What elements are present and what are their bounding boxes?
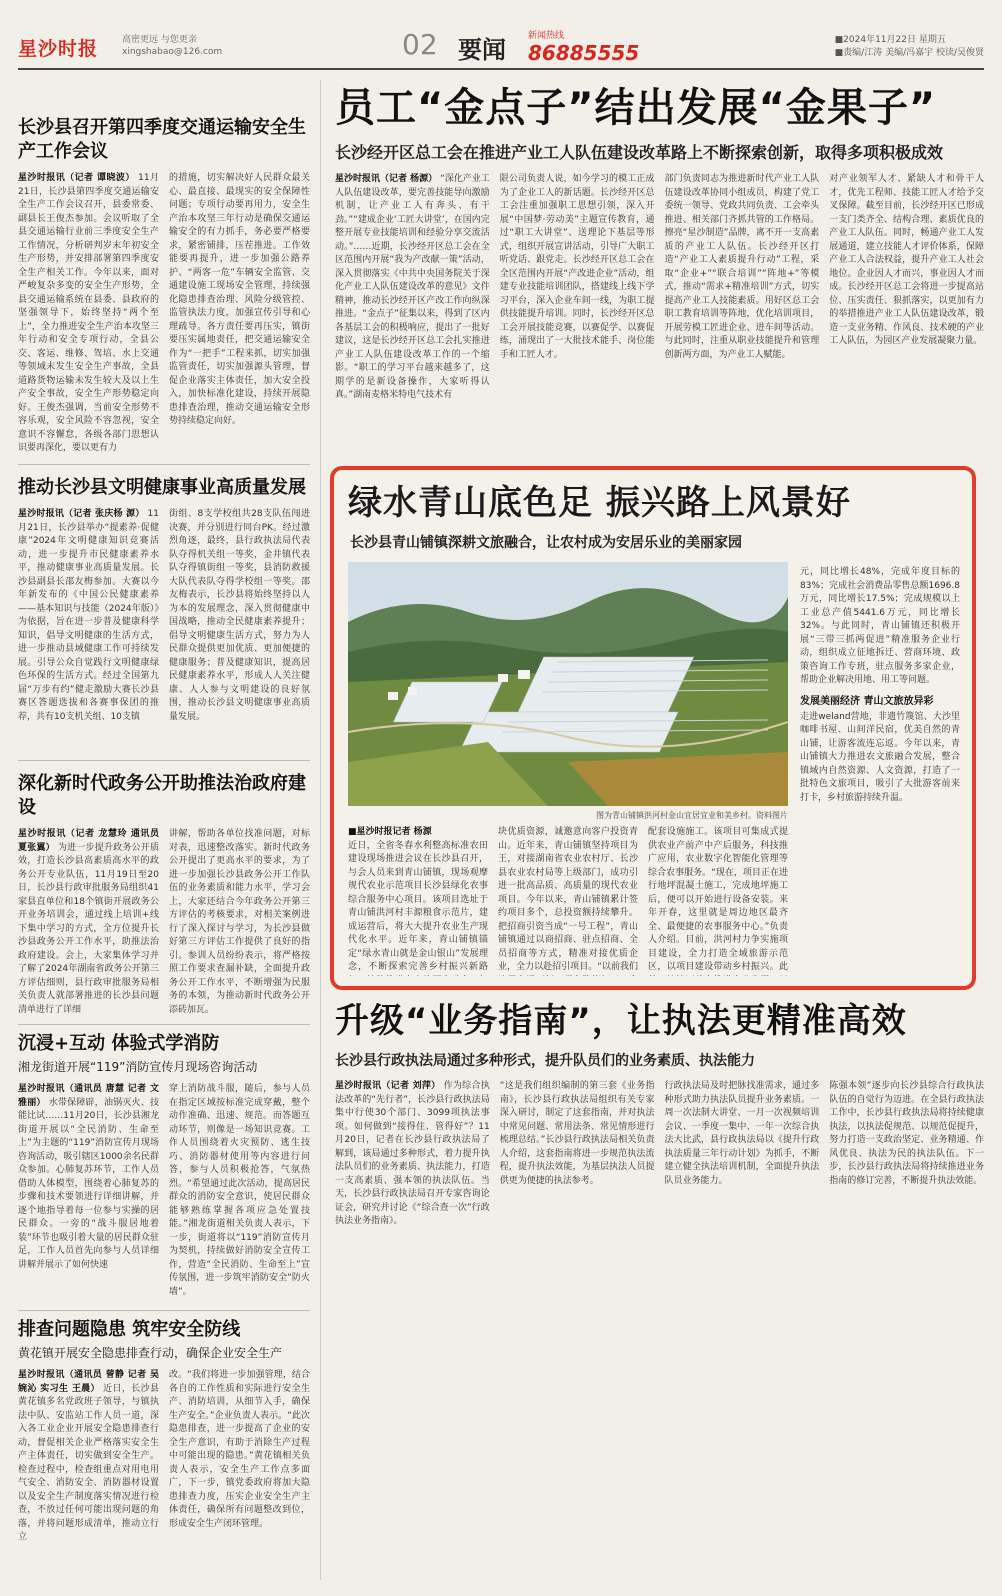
article-text: 走进weland营地，非遗竹篾馆、大沙里咖啡书屋、山间洋民宿，优美自然的青山铺，让游客流连忘返。今年以来，青山铺镇大力推进农文旅融合发展，整合镇域内自然资源、人文资源，打造了一批特色文旅项目，吸引了大批游客前来打卡，乡村旅游持续升温。 (800, 711, 960, 803)
article-text: 对产业领军人才、紧缺人才和骨干人才，优先工程师、技能工匠人才给予交叉保障。截至目前，长沙经开区已形成一支门类齐全、结构合理、素质优良的产业工人队伍。同时，畅通产业工人发展通道，建立技能人才评价体系，保障产业工人合法权益，提升产业工人社会地位。企业因人才而兴，事业因人才而成。长沙经开区总工会将进一步提高站位、压实责任、狠抓落实，以更加有力的举措推进产业工人队伍建设改革，锻造一支业务精、作风良、技术硬的产业工人队伍，为园区产业发展凝聚力量。 (829, 174, 984, 346)
article-text: 行政执法局及时把脉找准需求，通过多种形式助力执法队员提升业务素质。一周一次法制大讲堂、一月一次视频培训会议、一季度一集中、一年一次综合执法大比武，县行政执法局以《提升行政执法质量三年行动计划》为抓手，不断建立健全执法培训机制，全面提升执法队员业务能力。 (664, 1081, 820, 1186)
village-aerial-photo (348, 562, 788, 806)
article-deck: 长沙经开区总工会在推进产业工人队伍建设改革路上不断探索创新，取得多项积极成效 (335, 143, 944, 162)
editor-credits: ■责编/江涛 美编/冯嘉宇 校读/吴俊贤 (834, 48, 984, 58)
article-side-column (800, 566, 960, 805)
slogan-line: 高密更远 与您更亲 (122, 35, 197, 45)
article-column (335, 1080, 490, 1310)
article-column (169, 1369, 310, 1579)
article-text: 近日，长沙县黄花镇多名党政班子领导，与镇执法中队、安监站工作人员一道，深入各工业企业开展安全隐患排查行动，督促相关企业严格落实安全生产主体责任，切实做到安全生产。检查过程中，检查组重点对用电用气安全、消防安全、消防器材设置以及安全生产制度落实情况进行检查，不放过任何可能出现问题的角落，并将问题形成清单，推动立行立 (18, 1383, 159, 1542)
article-text: 近日，全省冬春水利整高标准农田建设现场推进会议在长沙县召开，与会人员来到青山铺镇，现场观摩规代农业示范项目长沙县绿化农事综合服务中心项目。该项目选址于青山铺洪河村丰源粮食示范片，建成运营后，将大大提升农业生产现代化水平。近年来，青山铺镇锚定“绿水青山就是金山银山”发展理念，不断探索完善乡村振兴新路 (348, 840, 488, 972)
article-text: 作为综合执法改革的“先行者”，长沙县行政执法局集中行使30个部门、3099项执法事项。如何做到“接得住、管得好”？11月20日，记者在长沙县行政执法局了解到，该局通过多种形式，着力提升执法队员们的业务素质、执法能力，打造一支高素质、强本领的执法队伍。当天，长沙县行政执法局召开专家咨询论证会，研究并讨论《“综合查一次”行政执法业务指南》。 (335, 1081, 490, 1226)
issue-date: ■2024年11月22日 星期五 (834, 35, 946, 45)
article-column (18, 172, 159, 456)
article-text: 配套设施施工。该项目可集成式提供农业产前产中产后服务，科技推广应用，农业数字化智能化管理等综合农事服务。“现在，项目正在进行地坪混凝土施工，完成地坪施工后，便可以开始进行设备安装。来年开春，这里就是周边地区最齐全、最便捷的农事服务中心。”负责人介绍。目前，洪河村力争实施项目建设，全力打造全域旅游示范区，以项目建设带动乡村振兴。此 (648, 827, 788, 972)
issue-info (835, 34, 984, 60)
article-column (665, 1080, 820, 1310)
article-headline: 员工“金点子”结出发展“金果子” (335, 85, 937, 131)
article-text: 改。“我们将进一步加强管理，结合各自的工作性质和实际进行安全生产、消防培训，从细节入手，确保生产安全。”企业负责人表示。“此次隐患排查，进一步提高了企业的安全生产意识，有助于消除生产过程中可能出现的隐患。”黄花镇相关负责人表示，安全生产工作点多面广，下一步，镇党委政府将加大隐患排查力度，压实企业安全生产主体责任，确保所有问题整改到位，形成安全生产闭环管理。 (169, 1370, 310, 1529)
article-column (169, 1083, 310, 1299)
article-column (829, 1080, 984, 1310)
article-column (18, 508, 159, 724)
article-hazard-check (18, 1318, 310, 1579)
article-divider (18, 1310, 310, 1311)
article-column (169, 828, 310, 1017)
article-text: 为进一步提升政务公开质效，打造长沙县高素质高水平的政务公开专业队伍，11月19日至20日，长沙县行政审批服务局组织41家县直单位和18个镇街开展政务公开业务培训会，通过线上培训+线下集中学习的方式，全方位提升长沙县政务公开工作水平，助推法治政府建设。会上，大家集体学习并了解了2024年湖南省政务公开第三方评估细则，县行政审批服务局相关负责人就部署推进的长沙县问题清单进行了详细 (18, 842, 159, 1015)
news-hotline (528, 28, 639, 65)
article-subhead: 发展美丽经济 青山文旅放异彩 (800, 695, 934, 707)
article-text: 元，同比增长48%，完成年度目标的83%；完成社会消费品零售总额1696.8万元，同比增长17.5%；完成规模以上工业总产值5441.6万元，同比增长32%。与此同时，青山铺镇还积极开展“三带三抓两促进”精准服务企业行动，组织成立征地拆迁、营商环境、政策咨询工作专班，驻点服务多家企业，帮助企业解决用地、用工等问题。 (800, 567, 960, 685)
article-byline: ■星沙时报记者 杨源 (348, 827, 432, 837)
article-headline: 绿水青山底色足 振兴路上风景好 (348, 483, 851, 523)
article-enforcement-guide (335, 998, 984, 1310)
photo-caption: 图为青山铺镇洪河村金山宜居宜业和美乡村。资料图片 (596, 811, 788, 820)
article-column (500, 1080, 655, 1310)
article-text: 水带保障辟，油锅灭火、技能比试……11月20日，长沙县湘龙街道开展以“全民消防、生命至上”为主题的“119”消防宣传月现场咨询活动，吸引辖区1000余名民群众参加。心肺复苏环节，工作人员借助人体模型，围绕着心肺复苏的步骤和技术要领进行详细讲解，并逐个地指导着每一位参与实操的居民群众。一旁的“战斗服居地着装”环节也吸引着大量的居民群众驻足，工作人员首先向参与人员详细讲解并展示了如何快速 (18, 1097, 159, 1270)
hotline-number: 86885555 (528, 41, 640, 65)
article-gov-affairs (18, 772, 310, 1017)
article-column (500, 173, 655, 423)
article-column (18, 1369, 159, 1579)
article-column (665, 173, 820, 423)
article-headline: 推动长沙县文明健康事业高质量发展 (18, 477, 306, 498)
article-byline: 星沙时报讯（记者 杨源） (335, 174, 438, 184)
article-text: 11月21日，长沙县第四季度交通运输安全生产工作会议召开，县委常委、副县长王俊杰参加。会议听取了全县交通运输行业前三季度安全生产工作情况，分析研判岁末年初安全生产形势，并安排部署第四季度安全生产相关工作。今年以来，面对严峻复杂多变的安全生产形势，全县交通运输系统在县委、县政府的坚强领导下，始终坚持“两个至上”，全力推进安全生产治本攻坚三年行动和安全专项行动，全县公交、客运、维修、驾培、水上交通等领域未发生安全生产事故，全县道路货物运输未发生较大及以上生产安全事故，安全生产形势稳定向好。王俊杰强调，当前安全形势不容乐观，安全风险不容忽视，安全意识不容懈怠，各级各部门思想认识要再深化，要以更有力 (18, 173, 159, 453)
article-deck: 长沙县青山铺镇深耕文旅融合，让农村成为安居乐业的美丽家园 (350, 535, 742, 551)
article-text: “这是我们组织编制的第三套《业务指南》，长沙县行政执法局组织有关专家深入研讨，制定了这套指南，并对执法中常见问题、常用法条、常见情形进行梳理总结。”长沙县行政执法局相关负责人介绍，这套指南将进一步规范执法流程，提升执法效能，为基层执法人员提供更为便捷的执法参考。 (499, 1081, 655, 1186)
article-column (498, 826, 638, 976)
contact-email: xingshabao@126.com (122, 47, 223, 57)
article-subtitle: 湘龙街道开展“119”消防宣传月现场咨询活动 (18, 1060, 258, 1074)
article-divider (18, 760, 310, 761)
article-health (18, 476, 310, 724)
article-text: 11月21日，长沙县举办“提素养·促健康”2024年文明健康知识竞赛活动，进一步提升市民健康素养水平，推动健康事业高质量发展。长沙县副县长邵友梅参加。大赛以今年新发布的《中国公民健康素养——基本知识与技能（2024年版）》为依据，旨在进一步普及健康科学知识，倡导文明健康的生活方式，进一步推动县域健康工作可持续发展。引导公众自觉践行文明健康绿色环保的生活方式。经过全国第九届“万步有约”健走激励大赛长沙县赛区答题选拔和各赛事保团的推荐，共有10支机关组、10支镇 (18, 509, 159, 722)
article-text: 讲解，帮助各单位找准问题，对标对表，迅速整改落实。新时代政务公开提出了更高水平的要求，为了进一步加强长沙县政务公开工作队伍的业务素质和能力水平，学习会上，大家还结合今年政务公开第三方评估的考核要求，对相关案例进行了深入探讨与学习，为长沙县做好第三方评估工作提供了良好的指引。参训人员纷纷表示，将严格按照工作要求查漏补缺，全面提升政务公开工作水平，不断增强为民服务的本领，为推动新时代政务公开添砖加瓦。 (169, 829, 310, 1015)
article-text: 的措施，切实解决好人民群众最关心、最直接、最现实的安全保障性问题；专项行动要再用力，安全生产治本攻坚三年行动是确保交通运输安全的有力抓手，务必要严格要求，紧密铺排，压茬推进。工作效能要再提升，进一步加强公路养护、“两客一危”车辆安全监管、交通建设施工现场安全管理，持续强化隐患排查治理、风险分级管控、监管执法力度，加强宣传引导和心理疏导。各方责任要再压实，镇街要压实属地责任，把交通运输安全作为“一把手”工程来抓，切实加强监管责任，切实加强源头管理，督促企业落实主体责任，加大安全投入，加快标准化建设，持续开展隐患排查治理，推动交通运输安全形势持续稳定向好。 (169, 173, 310, 426)
article-text: 穿上消防战斗服，随后，参与人员在指定区域按标准完成穿戴，整个动作准确、迅速、规范。而答题互动环节，则像是一场知识竞赛。工作人员围绕着火灾预防、逃生技巧、消防器材使用等内容进行问答，参与人员积极抢答，气氛热烈。“希望通过此次活动，提高居民群众的消防安全意识，使居民群众能够熟练掌握各项应急处置技能。”湘龙街道相关负责人表示，下一步，街道将以“119”消防宣传月为契机，持续做好消防安全宣传工作，营造“全民消防、生命至上”宣传氛围，进一步筑牢消防安全“防火墙”。 (169, 1084, 310, 1297)
article-byline: 星沙时报讯（通讯员 曾静 记者 吴婉沁 实习生 王晨） (18, 1370, 159, 1394)
article-column (18, 1083, 159, 1299)
article-byline: 星沙时报讯（记者 龙慧玲 通讯员 夏张翼） (18, 829, 159, 853)
article-column (169, 508, 310, 724)
article-headline: 长沙县召开第四季度交通运输安全生产工作会议 (18, 117, 306, 162)
article-text: “深化产业工人队伍建设改革，要完善技能导向激励机制，让产业工人有奔头、有干劲。”“建成企业‘工匠大讲堂’，在国内完整开展专业技能培训和经验分享交流活动。”……近期，长沙经开区总工会在全区范围内开展“我为产改献一策”活动，深入贯彻落实《中共中央国务院关于深化产业工人队伍建设改革的意见》文件精神，推动长沙经开区产改工作向纵深推进。“金点子”征集以来，得到了区内各基层工会的积极响应，提出了一批好建议，这是长沙经开区总工会扎实推进产业工人队伍建设改革工作的一个缩影。“职工的学习平台越来越多了，这期学的是新设备操作，大家听得认真。”湖南麦格米特电气技术有 (335, 174, 490, 400)
article-column (335, 173, 490, 423)
article-text: 块优质资源，诚邀意向客户投资青山。近年来，青山铺镇坚持项目为王，对接湖南省农业农村厅、长沙县农业农村局等上级部门，成功引进一批高品质、高质量的现代农业项目。今年以来，青山铺镇累计签约项目多个，总投资额持续攀升。把招商引资当成“一号工程”，青山铺镇通过以商招商、驻点招商、全员招商等方式，精准对接优质企业，全力以赴招引项目。“以前我们 (498, 827, 638, 972)
article-divider (18, 1024, 310, 1025)
hotline-label: 新闻热线 (528, 31, 565, 41)
article-headline: 升级“业务指南”，让执法更精准高效 (335, 1001, 907, 1041)
featured-article-frame (330, 466, 976, 990)
section-title: 要闻 (458, 36, 506, 64)
article-subtitle: 黄花镇开展安全隐患排查行动，确保企业安全生产 (18, 1346, 283, 1360)
article-text: 陈强本领”逐步向长沙县综合行政执法队伍的自觉行为迈进。在全县行政执法工作中，长沙县行政执法局将持续健康执法，以执法促规范、以规范促提升，努力打造一支政治坚定、业务精通、作风优良、执法为民的执法队伍。下一步，长沙县行政执法局将持续推进业务指南的修订完善，不断提升执法效能。 (829, 1081, 984, 1186)
article-byline: 星沙时报讯（记者 张庆杨 源） (18, 509, 145, 519)
article-fire-safety (18, 1032, 310, 1299)
masthead-divider (18, 68, 984, 70)
article-text: 部门负责同志为推进新时代产业工人队伍建设改革协同小组成员，构建了党工委统一领导、党政共同负责、工会牵头推进、相关部门齐抓共管的工作格局。擦亮“星沙制造”品牌，离不开一支高素质的产业工人队伍。长沙经开区打造“产业工人素质提升行动”工程，采取“企业+”“联合培训”“阵地+”等模式，推动“需求+精准培训”方式，切实提高产业工人技能素质。用好区总工会职工教育培训等阵地，优化培训项目，开展劳模工匠进企业、进车间等活动。与此同时，注重从职业技能提升和管理创新两方面，为产业工人赋能。 (664, 174, 820, 360)
article-divider (18, 464, 310, 465)
newspaper-logo: 星沙时报 (18, 38, 99, 60)
page-number: 02 (402, 28, 438, 61)
article-byline: 星沙时报讯（通讯员 唐慧 记者 文雅丽） (18, 1084, 159, 1108)
photo-illustration (348, 562, 788, 806)
article-column (169, 172, 310, 456)
masthead (18, 10, 984, 68)
article-column (648, 826, 788, 976)
column-divider (320, 80, 321, 1580)
masthead-slogan (122, 34, 222, 58)
article-traffic-safety (18, 116, 310, 456)
article-column (829, 173, 984, 423)
article-golden-ideas (335, 80, 984, 423)
article-headline: 排查问题隐患 筑牢安全防线 (18, 1319, 241, 1340)
article-deck: 长沙县行政执法局通过多种形式，提升队员们的业务素质、执法能力 (335, 1053, 755, 1069)
article-headline: 深化新时代政务公开助推法治政府建设 (18, 773, 306, 818)
article-column (18, 828, 159, 1017)
article-byline: 星沙时报讯（记者 刘萍） (335, 1081, 441, 1091)
article-column (348, 826, 488, 976)
article-text: 限公司负责人说，如今学习的模工正成为了企业工人的新话题。长沙经开区总工会注重加强职工思想引领，深入开展“中国梦·劳动美”主题宣传教育，通过“职工大讲堂”、送理论下基层等形式，组织开展宣讲活动，引导广大职工听党话、跟党走。长沙经开区总工会在全区范围内开展“产改进企业”活动，组建专业技能培训团队，搭建线上线下学习平台，深入企业车间一线，为职工提供技能提升培训。同时，长沙经开区总工会开展技能竞赛，以赛促学、以赛促练，涌现出了一大批技术能手、岗位能手和工匠人才。 (499, 174, 655, 360)
article-byline: 星沙时报讯（记者 谭晓波） (18, 173, 135, 183)
article-headline: 沉浸+互动 体验式学消防 (18, 1033, 220, 1054)
article-text: 街组、8支学校组共28支队伍闯进决赛，并分别进行同台PK。经过激烈角逐，最终，县行政执法局代表队夺得机关组一等奖，金井镇代表队夺得镇街组一等奖，县消防救援大队代表队夺得学校组一等奖。邵友梅表示，长沙县将始终坚持以人为本的发展理念，深入贯彻健康中国战略，推动全民健康素养提升；倡导文明健康生活方式，努力为人民群众提供更加优质、更加便捷的健康服务；普及健康知识，提高居民健康素养水平，形成人人关注健康、人人参与文明建设的良好氛围，推动长沙县文明健康事业高质量发展。 (169, 509, 310, 722)
